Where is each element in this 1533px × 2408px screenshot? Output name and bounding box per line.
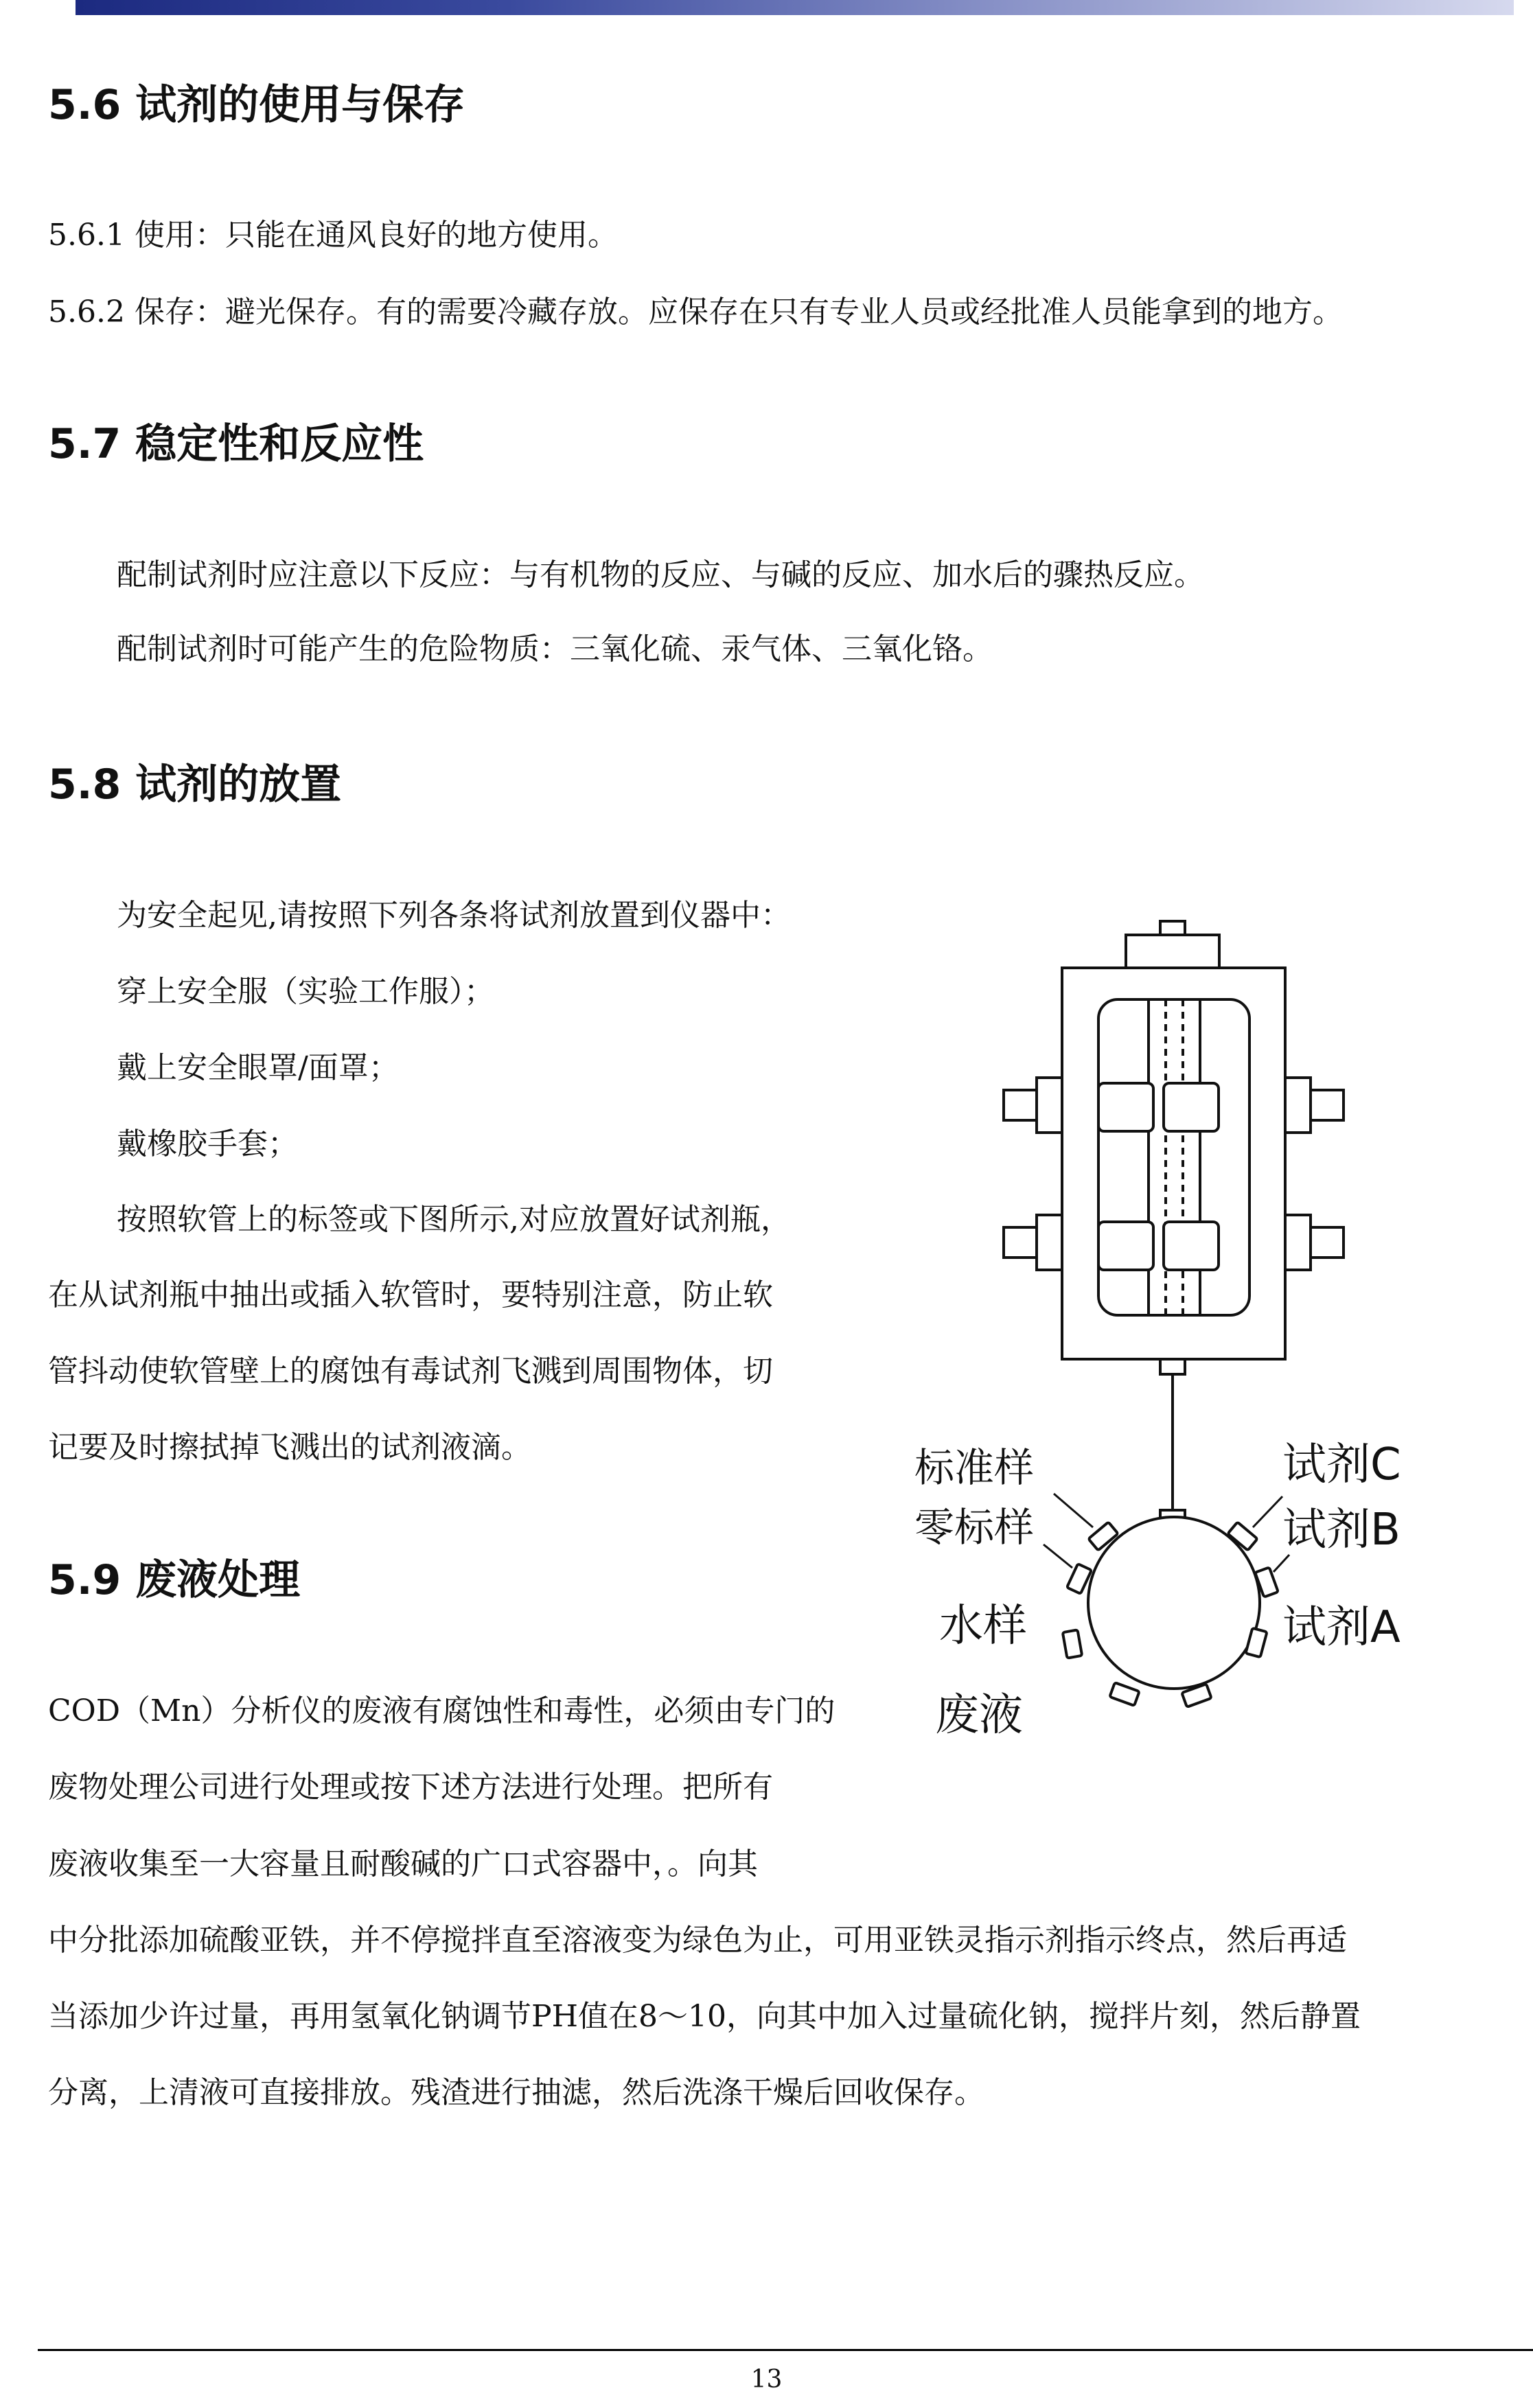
port-waste-1 — [1109, 1682, 1139, 1706]
distribution-hub — [1088, 1517, 1260, 1689]
side-fitting — [1285, 1215, 1311, 1270]
label-reagent-b: 试剂B — [1282, 1505, 1401, 1555]
page-number: 13 — [750, 2365, 783, 2394]
side-fitting — [1285, 1078, 1311, 1133]
paragraph-line: 戴橡胶手套； — [117, 1126, 298, 1161]
side-connector — [1311, 1090, 1344, 1120]
valve-block — [1164, 1083, 1219, 1131]
paragraph-line: 配制试剂时可能产生的危险物质：三氧化硫、汞气体、三氧化铬。 — [117, 632, 993, 667]
paragraph-line: 穿上安全服（实验工作服）； — [117, 974, 494, 1009]
paragraph-line: 在从试剂瓶中抽出或插入软管时，要特别注意，防止软 — [48, 1277, 773, 1312]
label-zero-standard: 零标样 — [914, 1504, 1035, 1551]
footer-rule — [38, 2349, 1533, 2351]
paragraph-line: 分离，上清液可直接排放。残渣进行抽滤，然后洗涤干燥后回收保存。 — [48, 2075, 984, 2110]
side-fitting — [1037, 1078, 1062, 1133]
valve-block — [1098, 1083, 1153, 1131]
side-connector — [1004, 1227, 1037, 1258]
section-heading-5-9: 5.9 废液处理 — [48, 1556, 301, 1604]
label-waste: 废液 — [935, 1690, 1023, 1741]
section-heading-5-8: 5.8 试剂的放置 — [48, 761, 342, 809]
paragraph-line: 中分批添加硫酸亚铁，并不停搅拌直至溶液变为绿色为止，可用亚铁灵指示剂指示终点，然后再适 — [48, 1923, 1347, 1958]
top-knob — [1160, 921, 1185, 935]
paragraph-line: 5.6.1 使用：只能在通风良好的地方使用。 — [48, 218, 618, 253]
leader-line — [1273, 1555, 1289, 1572]
side-connector — [1311, 1227, 1344, 1258]
leader-line — [1044, 1544, 1072, 1568]
label-water-sample: 水样 — [939, 1601, 1027, 1652]
header-color-bar — [76, 0, 1514, 15]
paragraph-line: 戴上安全眼罩/面罩； — [117, 1050, 399, 1085]
side-fitting — [1037, 1215, 1062, 1270]
paragraph-line: 按照软管上的标签或下图所示,对应放置好试剂瓶， — [117, 1202, 791, 1237]
bottom-knob — [1160, 1359, 1185, 1374]
valve-block — [1098, 1222, 1153, 1270]
paragraph-line: 废液收集至一大容量且耐酸碱的广口式容器中，。向其 — [48, 1846, 758, 1882]
paragraph-line: 废物处理公司进行处理或按下述方法进行处理。把所有 — [48, 1770, 773, 1805]
paragraph-line: 管抖动使软管壁上的腐蚀有毒试剂飞溅到周围物体，切 — [48, 1354, 773, 1389]
paragraph-line: 5.6.2 保存：避光保存。有的需要冷藏存放。应保存在只有专业人员或经批准人员能拿到的地方。 — [48, 294, 1343, 329]
leader-line — [1253, 1496, 1282, 1527]
section-heading-5-7: 5.7 稳定性和反应性 — [48, 420, 424, 468]
leader-line — [1054, 1494, 1093, 1527]
paragraph-line: 配制试剂时应注意以下反应：与有机物的反应、与碱的反应、加水后的骤热反应。 — [117, 557, 1204, 592]
label-reagent-a: 试剂A — [1282, 1602, 1401, 1653]
label-standard: 标准样 — [914, 1444, 1035, 1491]
paragraph-line: 为安全起见,请按照下列各条将试剂放置到仪器中： — [117, 898, 791, 933]
section-heading-5-6: 5.6 试剂的使用与保存 — [48, 81, 465, 129]
side-connector — [1004, 1090, 1037, 1120]
reagent-placement-diagram — [892, 906, 1442, 1778]
paragraph-line: 当添加少许过量，再用氢氧化钠调节PH值在8～10，向其中加入过量硫化钠，搅拌片刻，然后静置 — [48, 1999, 1361, 2034]
valve-block — [1164, 1222, 1219, 1270]
port-water-sample — [1063, 1630, 1082, 1658]
top-cap — [1126, 935, 1219, 968]
label-reagent-c: 试剂C — [1282, 1439, 1401, 1490]
paragraph-line: COD（Mn）分析仪的废液有腐蚀性和毒性，必须由专门的 — [48, 1693, 835, 1728]
paragraph-line: 记要及时擦拭掉飞溅出的试剂液滴。 — [48, 1430, 531, 1465]
